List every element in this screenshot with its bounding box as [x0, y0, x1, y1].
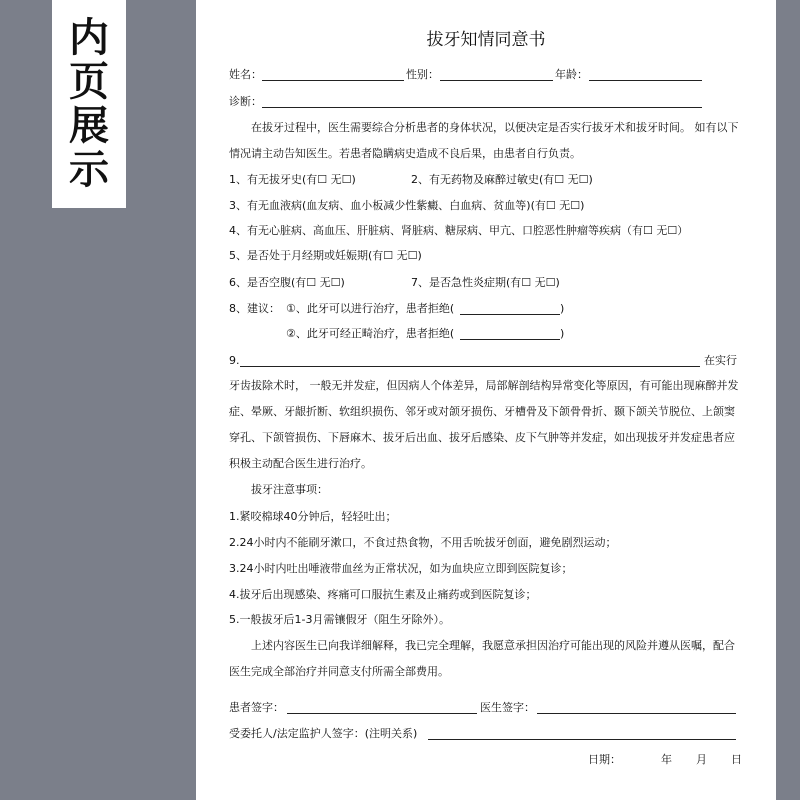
- note-item: 1.紧咬棉球40分钟后，轻轻吐出；: [229, 510, 397, 523]
- item-9-number: 9.: [229, 354, 240, 367]
- item-2: 2、有无药物及麻醉过敏史(有☐ 无☐): [411, 173, 593, 186]
- option-1-field[interactable]: [460, 314, 560, 315]
- document-title: 拔牙知情同意书: [426, 30, 546, 50]
- date-year: 年: [661, 753, 672, 766]
- date-day: 日: [731, 753, 742, 766]
- item-9-field[interactable]: [240, 366, 700, 367]
- item-3: 3、有无血液病(血友病、血小板减少性紫癜、白血病、贫血等)(有☐ 无☐): [229, 199, 585, 212]
- item-1: 1、有无拔牙史(有☐ 无☐): [229, 173, 356, 186]
- name-field[interactable]: [262, 80, 404, 81]
- guardian-signature-field[interactable]: [428, 739, 736, 740]
- item-4: 4、有无心脏病、高血压、肝脏病、肾脏病、糖尿病、甲亢、口腔恶性肿瘤等疾病（有☐ 无☐）: [229, 224, 689, 237]
- item-6: 6、是否空腹(有☐ 无☐): [229, 276, 345, 289]
- date-month: 月: [696, 753, 707, 766]
- gender-label: 性别：: [406, 68, 439, 81]
- document-page: [196, 0, 776, 800]
- date-label: 日期：: [588, 753, 621, 766]
- notes-title: 拔牙注意事项：: [251, 483, 328, 496]
- diagnosis-label: 诊断：: [229, 95, 262, 108]
- option-2-field[interactable]: [460, 339, 560, 340]
- gender-field[interactable]: [440, 80, 553, 81]
- badge-char: 内: [69, 14, 109, 61]
- close-paren: ): [560, 302, 565, 315]
- guardian-sign-label: 受委托人/法定监护人签字：(注明关系): [229, 727, 418, 740]
- item-9-tail: 在实行: [704, 354, 737, 367]
- note-item: 3.24小时内吐出唾液带血丝为正常状况，如为血块应立即到医院复诊；: [229, 562, 573, 575]
- item-8-option-2: ②、此牙可经正畸治疗，患者拒绝(: [286, 327, 455, 340]
- item-8-label: 8、建议：: [229, 302, 280, 315]
- doctor-sign-label: 医生签字：: [480, 701, 535, 714]
- badge-char: 页: [69, 58, 109, 105]
- item-7: 7、是否急性炎症期(有☐ 无☐): [411, 276, 560, 289]
- age-field[interactable]: [589, 80, 702, 81]
- consent-paragraph: 上述内容医生已向我详细解释，我已完全理解，我愿意承担因治疗可能出现的风险并遵从医嘱，配合医生完成全部治疗并同意支付所需全部费用。: [229, 639, 735, 678]
- name-label: 姓名：: [229, 68, 262, 81]
- badge-char: 展: [69, 102, 109, 149]
- patient-signature-field[interactable]: [287, 713, 477, 714]
- item-5: 5、是否处于月经期或妊娠期(有☐ 无☐): [229, 249, 422, 262]
- item-8-option-1: ①、此牙可以进行治疗，患者拒绝(: [286, 302, 455, 315]
- age-label: 年龄：: [555, 68, 588, 81]
- badge-char: 示: [69, 146, 109, 193]
- doctor-signature-field[interactable]: [537, 713, 736, 714]
- item-9-paragraph: 牙齿拔除术时， 一般无并发症，但因病人个体差异，局部解剖结构异常变化等原因，有可能出现麻醉并发症、晕厥、牙龈折断、软组织损伤、邻牙或对颌牙损伤、牙槽骨及下颌骨骨折、颞下颌关节脱位、上颌窦穿孔、下颌管损伤、下唇麻木、拔牙后出血、拔牙后感染、皮下气肿等并发症，如出现拔牙并发症患者应积极主动配合医生进行治疗。: [229, 379, 739, 470]
- page-badge: [52, 0, 126, 208]
- note-item: 5.一般拔牙后1-3月需镶假牙（阻生牙除外）。: [229, 613, 450, 626]
- note-item: 2.24小时内不能刷牙漱口，不食过热食物，不用舌吮拔牙创面，避免剧烈运动；: [229, 536, 617, 549]
- intro-paragraph: 在拔牙过程中，医生需要综合分析患者的身体状况，以便决定是否实行拔牙术和拔牙时间。 如有以下情况请主动告知医生。若患者隐瞒病史造成不良后果，由患者自行负责。: [229, 121, 739, 160]
- note-item: 4.拔牙后出现感染、疼痛可口服抗生素及止痛药或到医院复诊；: [229, 588, 537, 601]
- close-paren: ): [560, 327, 565, 340]
- diagnosis-field[interactable]: [262, 107, 702, 108]
- patient-sign-label: 患者签字：: [229, 701, 284, 714]
